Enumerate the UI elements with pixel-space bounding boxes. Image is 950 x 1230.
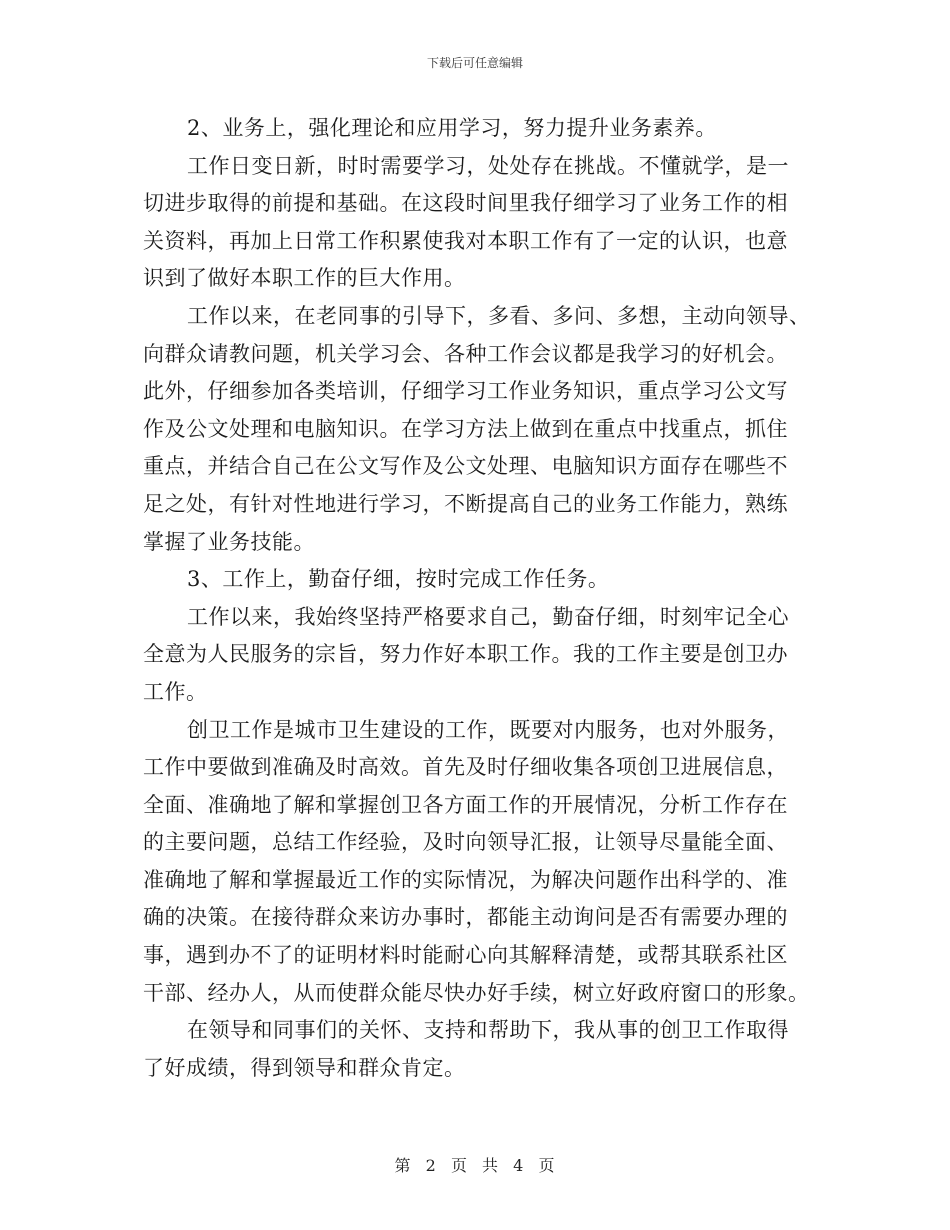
section-heading: 3、工作上，勤奋仔细，按时完成工作任务。 bbox=[187, 567, 610, 592]
paragraph-line: 工作日变日新，时时需要学习，处处存在挑战。不懂就学，是一 bbox=[187, 153, 789, 178]
paragraph-line: 工作以来，在老同事的引导下，多看、多问、多想，主动向领导、 bbox=[187, 303, 811, 328]
header-note: 下载后可任意编辑 bbox=[426, 56, 523, 70]
paragraph-line: 全意为人民服务的宗旨，努力作好本职工作。我的工作主要是创卫办 bbox=[143, 642, 788, 667]
paragraph-line: 创卫工作是城市卫生建设的工作，既要对内服务，也对外服务， bbox=[187, 717, 789, 742]
document-body bbox=[143, 110, 811, 1087]
paragraph-line: 了好成绩，得到领导和群众肯定。 bbox=[143, 1055, 466, 1080]
footer-total-word: 页 bbox=[538, 1156, 556, 1175]
total-pages-number: 4 bbox=[513, 1156, 525, 1175]
current-page-number: 2 bbox=[425, 1156, 437, 1175]
paragraph-line: 确的决策。在接待群众来访办事时，都能主动询问是否有需要办理的 bbox=[143, 905, 788, 930]
paragraph-line: 足之处，有针对性地进行学习，不断提高自己的业务工作能力，熟练 bbox=[143, 491, 788, 516]
page-footer bbox=[0, 1153, 950, 1176]
paragraph-line: 关资料，再加上日常工作积累使我对本职工作有了一定的认识，也意 bbox=[143, 228, 788, 253]
paragraph-line: 的主要问题，总结工作经验，及时向领导汇报，让领导尽量能全面、 bbox=[143, 830, 788, 855]
paragraph-line: 在领导和同事们的关怀、支持和帮助下，我从事的创卫工作取得 bbox=[187, 1018, 789, 1043]
paragraph-line: 事，遇到办不了的证明材料时能耐心向其解释清楚，或帮其联系社区 bbox=[143, 943, 788, 968]
footer-prefix: 第 bbox=[394, 1156, 412, 1175]
paragraph-line: 干部、经办人，从而使群众能尽快办好手续，树立好政府窗口的形象。 bbox=[143, 980, 810, 1005]
paragraph-line: 向群众请教问题，机关学习会、各种工作会议都是我学习的好机会。 bbox=[143, 341, 788, 366]
paragraph-line: 全面、准确地了解和掌握创卫各方面工作的开展情况，分析工作存在 bbox=[143, 792, 788, 817]
paragraph-line: 掌握了业务技能。 bbox=[143, 529, 315, 554]
paragraph-line: 作及公文处理和电脑知识。在学习方法上做到在重点中找重点，抓住 bbox=[143, 416, 788, 441]
paragraph-line: 工作。 bbox=[143, 679, 208, 704]
paragraph-line: 切进步取得的前提和基础。在这段时间里我仔细学习了业务工作的相 bbox=[143, 191, 788, 216]
paragraph-line: 工作中要做到准确及时高效。首先及时仔细收集各项创卫进展信息， bbox=[143, 755, 788, 780]
paragraph-line: 此外，仔细参加各类培训，仔细学习工作业务知识，重点学习公文写 bbox=[143, 379, 788, 404]
section-heading: 2、业务上，强化理论和应用学习，努力提升业务素养。 bbox=[187, 116, 717, 140]
footer-of-word: 共 bbox=[482, 1156, 500, 1175]
footer-page-word: 页 bbox=[450, 1156, 468, 1175]
paragraph-line: 识到了做好本职工作的巨大作用。 bbox=[143, 266, 466, 291]
paragraph-line: 工作以来，我始终坚持严格要求自己，勤奋仔细，时刻牢记全心 bbox=[187, 604, 789, 629]
paragraph-line: 重点，并结合自己在公文写作及公文处理、电脑知识方面存在哪些不 bbox=[143, 454, 788, 479]
paragraph-line: 准确地了解和掌握最近工作的实际情况，为解决问题作出科学的、准 bbox=[143, 867, 788, 892]
